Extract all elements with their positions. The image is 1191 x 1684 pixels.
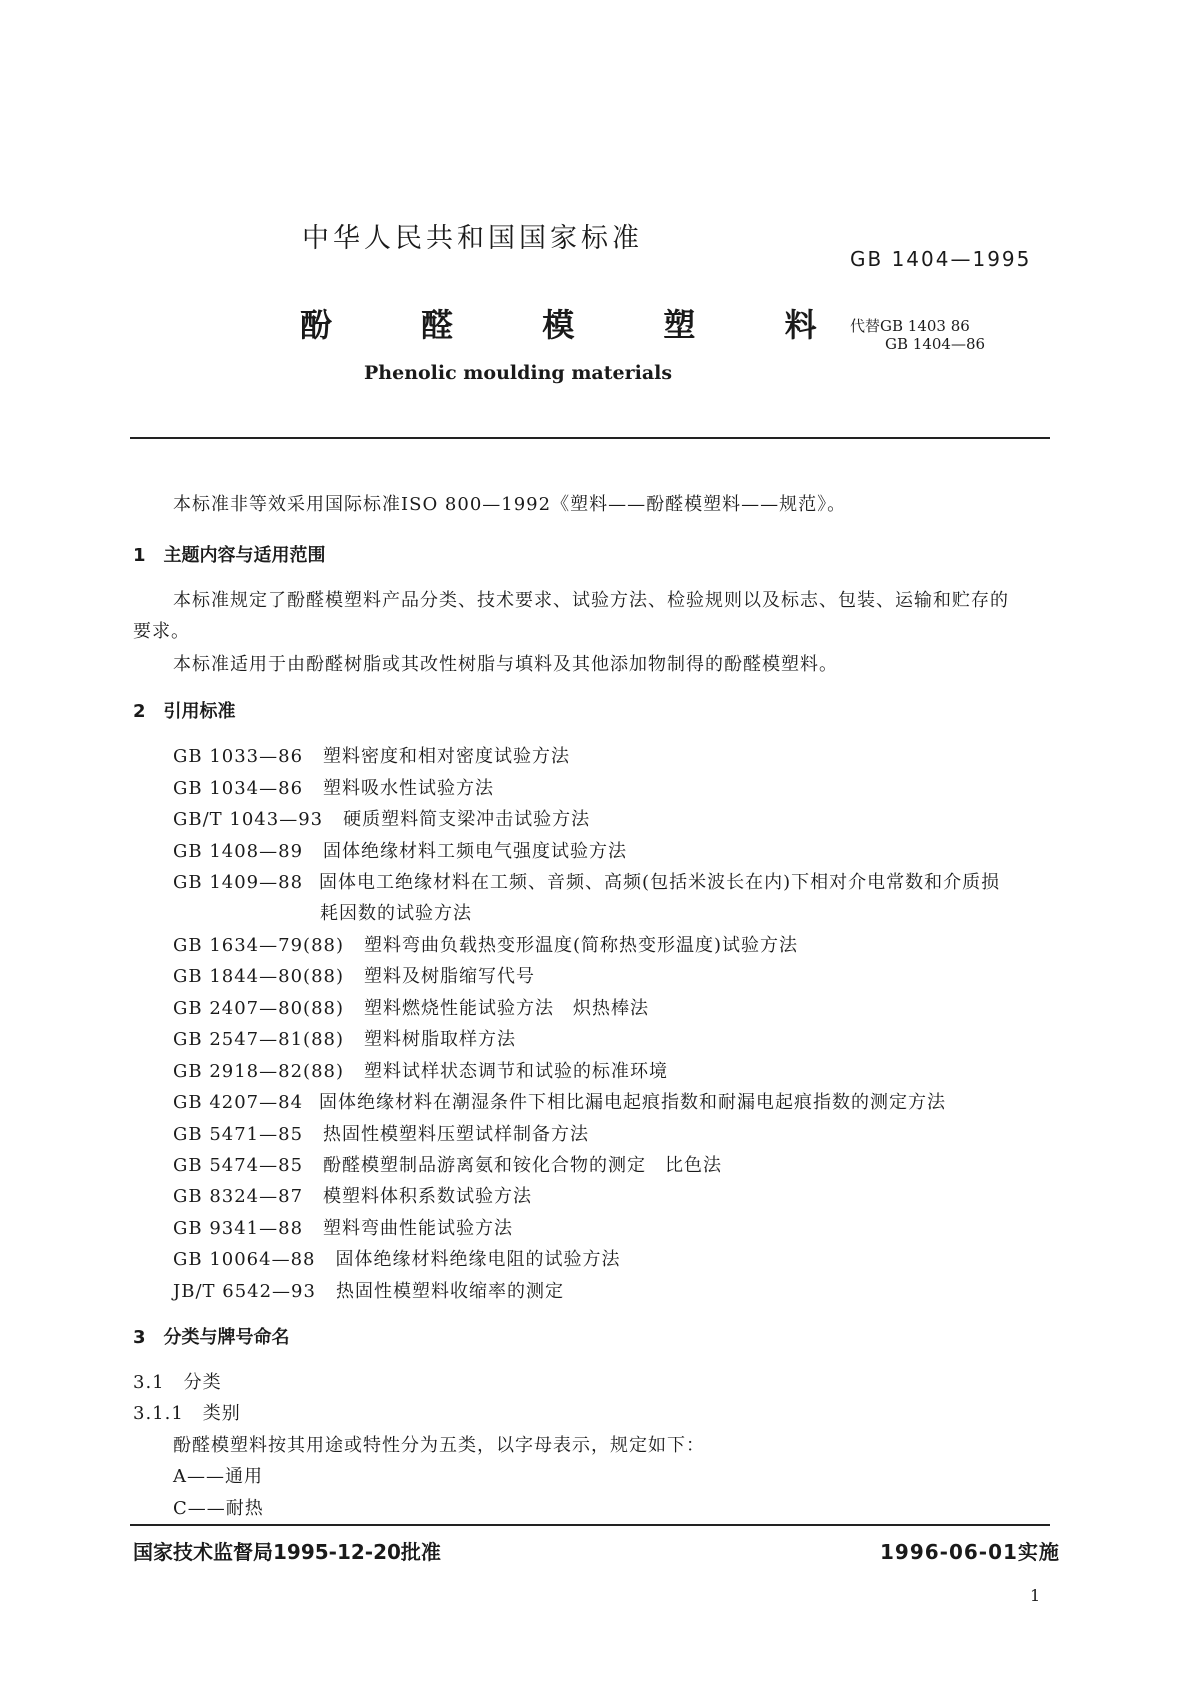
header-divider xyxy=(130,437,1050,439)
reference-code: GB 1409—88 xyxy=(173,872,304,893)
reference-item xyxy=(173,868,1000,894)
class-item-c: C——耐热 xyxy=(173,1498,264,1519)
reference-item xyxy=(173,1151,722,1177)
footer-divider xyxy=(130,1524,1050,1526)
reference-title: 热固性模塑料收缩率的测定 xyxy=(335,1281,564,1302)
section-2-heading: 2 引用标准 xyxy=(133,701,236,722)
reference-code: GB 1033—86 xyxy=(173,746,304,767)
replaces-line-2: GB 1404—86 xyxy=(885,335,986,353)
reference-title: 塑料试样状态调节和试验的标准环境 xyxy=(364,1061,668,1082)
reference-item xyxy=(173,1088,946,1114)
approval-text: 国家技术监督局1995-12-20批准 xyxy=(133,1540,441,1564)
reference-code: GB 5474—85 xyxy=(173,1155,304,1176)
reference-code: GB 1034—86 xyxy=(173,778,304,799)
intro-text: 本标准非等效采用国际标准ISO 800—1992《塑料——酚醛模塑料——规范》。 xyxy=(173,494,847,515)
reference-code: GB/T 1043—93 xyxy=(173,809,324,830)
document-title-en: Phenolic moulding materials xyxy=(364,362,673,384)
reference-item xyxy=(173,1277,564,1303)
reference-code: GB 1408—89 xyxy=(173,841,304,862)
standard-code: GB 1404—1995 xyxy=(850,247,1032,271)
reference-title: 塑料弯曲性能试验方法 xyxy=(323,1218,514,1239)
reference-code: GB 9341—88 xyxy=(173,1218,304,1239)
reference-item xyxy=(173,742,570,768)
reference-item xyxy=(173,774,494,800)
reference-title: 耗因数的试验方法 xyxy=(320,903,472,924)
document-title-cn: 酚 醛 模 塑 料 xyxy=(300,306,843,344)
reference-code: GB 2547—81(88) xyxy=(173,1029,344,1050)
reference-item xyxy=(173,1245,621,1271)
reference-title: 固体绝缘材料绝缘电阻的试验方法 xyxy=(335,1249,621,1270)
reference-title: 酚醛模塑制品游离氨和铵化合物的测定 比色法 xyxy=(323,1155,723,1176)
reference-title: 塑料弯曲负载热变形温度(简称热变形温度)试验方法 xyxy=(364,935,799,956)
reference-item xyxy=(173,1025,516,1051)
reference-code: GB 2407—80(88) xyxy=(173,998,344,1019)
section-1-heading: 1 主题内容与适用范围 xyxy=(133,545,326,566)
reference-item xyxy=(173,1182,532,1208)
reference-item-continuation xyxy=(320,899,472,925)
replaces-line-1: 代替GB 1403 86 xyxy=(850,317,970,335)
reference-title: 固体绝缘材料工频电气强度试验方法 xyxy=(323,841,628,862)
section-1-para-2: 本标准适用于由酚醛树脂或其改性树脂与填料及其他添加物制得的酚醛模塑料。 xyxy=(173,654,838,675)
reference-title: 塑料吸水性试验方法 xyxy=(323,778,495,799)
reference-item xyxy=(173,1214,513,1240)
reference-code: GB 2918—82(88) xyxy=(173,1061,344,1082)
reference-item xyxy=(173,837,627,863)
reference-title: 塑料燃烧性能试验方法 炽热棒法 xyxy=(364,998,649,1019)
reference-item xyxy=(173,1057,668,1083)
section-3-1-1-heading: 3.1.1 类别 xyxy=(133,1403,241,1424)
reference-item xyxy=(173,994,649,1020)
reference-code: GB 4207—84 xyxy=(173,1092,304,1113)
reference-title: 硬质塑料简支梁冲击试验方法 xyxy=(343,809,591,830)
section-3-1-heading: 3.1 分类 xyxy=(133,1372,222,1393)
reference-code: GB 10064—88 xyxy=(173,1249,316,1270)
reference-item xyxy=(173,962,535,988)
effective-date: 1996-06-01实施 xyxy=(880,1540,1060,1564)
reference-title: 模塑料体积系数试验方法 xyxy=(323,1186,533,1207)
national-standard-title: 中华人民共和国国家标准 xyxy=(302,223,643,254)
reference-title: 固体绝缘材料在潮湿条件下相比漏电起痕指数和耐漏电起痕指数的测定方法 xyxy=(319,1092,947,1113)
section-3-heading: 3 分类与牌号命名 xyxy=(133,1327,290,1348)
reference-item xyxy=(173,805,590,831)
class-item-a: A——通用 xyxy=(173,1466,263,1487)
reference-code: GB 5471—85 xyxy=(173,1124,304,1145)
section-1-para-1-line-2: 要求。 xyxy=(133,621,190,642)
reference-code: GB 8324—87 xyxy=(173,1186,304,1207)
reference-code: GB 1634—79(88) xyxy=(173,935,344,956)
reference-title: 热固性模塑料压塑试样制备方法 xyxy=(323,1124,590,1145)
section-1-para-1-line-1: 本标准规定了酚醛模塑料产品分类、技术要求、试验方法、检验规则以及标志、包装、运输和贮存的 xyxy=(173,590,1009,611)
reference-title: 固体电工绝缘材料在工频、音频、高频(包括米波长在内)下相对介电常数和介质损 xyxy=(319,872,1001,893)
reference-item xyxy=(173,931,798,957)
reference-code: JB/T 6542—93 xyxy=(173,1281,316,1302)
section-3-para: 酚醛模塑料按其用途或特性分为五类，以字母表示，规定如下： xyxy=(173,1435,705,1456)
reference-title: 塑料树脂取样方法 xyxy=(364,1029,516,1050)
reference-title: 塑料密度和相对密度试验方法 xyxy=(323,746,571,767)
page-number: 1 xyxy=(1030,1586,1041,1605)
reference-item xyxy=(173,1120,589,1146)
reference-code: GB 1844—80(88) xyxy=(173,966,344,987)
reference-title: 塑料及树脂缩写代号 xyxy=(364,966,535,987)
